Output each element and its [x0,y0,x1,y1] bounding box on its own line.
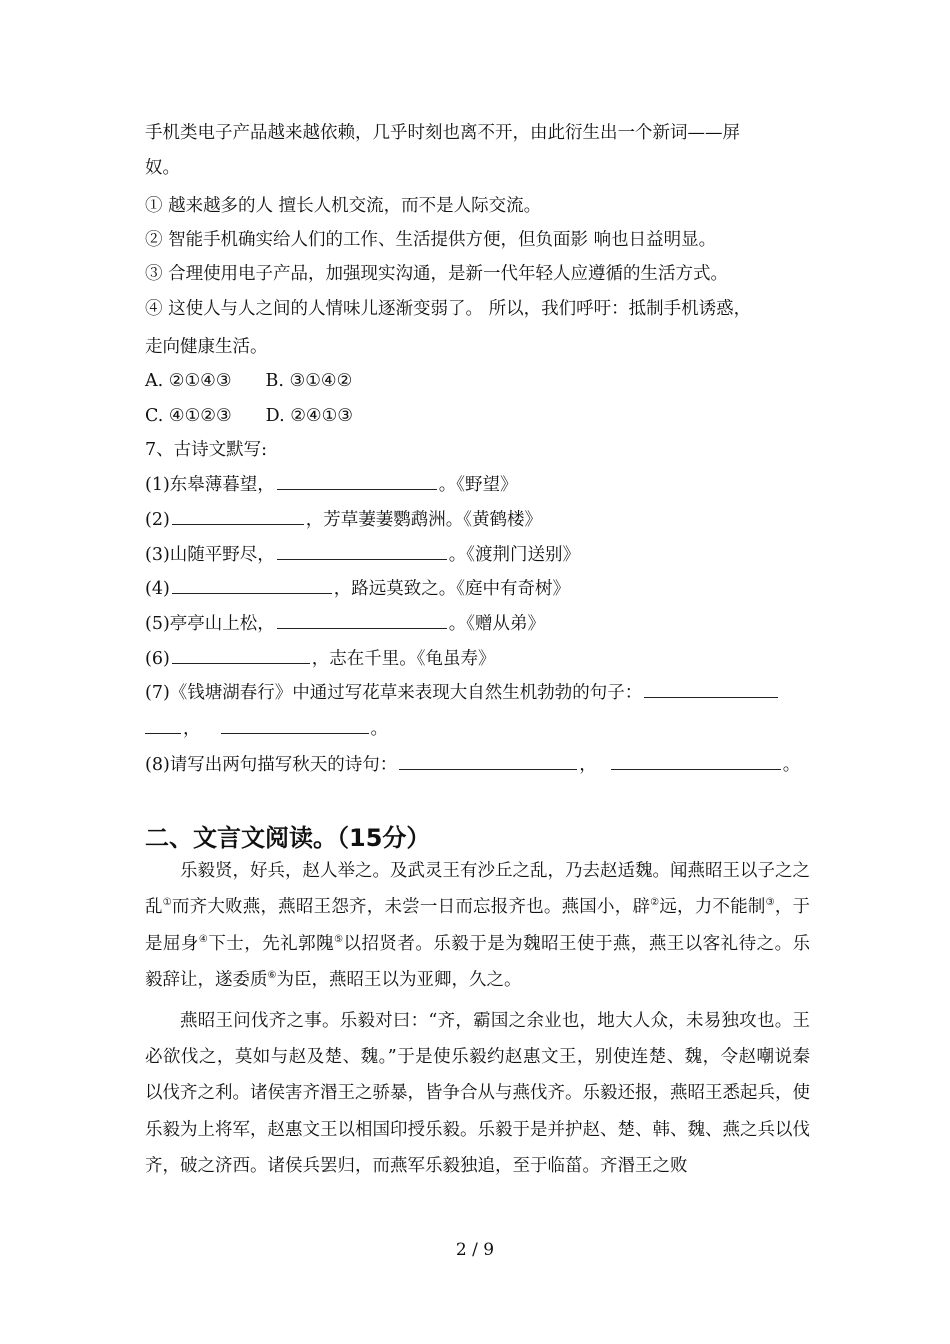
answer-blank[interactable] [277,610,447,629]
q6-sentence-1: ① 越来越多的人 擅长人机交流，而不是人际交流。 [145,196,542,216]
q6-sentence-2: ② 智能手机确实给人们的工作、生活提供方便，但负面影 响也日益明显。 [145,230,717,250]
option-c: C. ④①②③ [145,406,232,426]
q7-title: 7、古诗文默写: [145,440,268,460]
section-heading: 二、文言文阅读。（15分） [145,824,431,852]
footnote-marker: ③ [765,897,775,909]
q6-options-row1 [145,368,352,394]
answer-blank[interactable] [172,506,304,525]
paragraph-1: 乐毅贤，好兵，赵人举之。及武灵王有沙丘之乱，乃去赵适魏。闻燕昭王以子之之乱①而齐大败燕，燕昭王怨齐，未尝一日而忘报齐也。燕国小，辟②远，力不能制③，于是屈身④下士，先礼郭隗⑤以招贤者。乐毅于是为魏昭王使于燕，燕王以客礼待之。乐毅辞让，遂委质⑥为臣，燕昭王以为亚卿，久之。 [145,861,811,991]
answer-blank[interactable] [172,645,310,664]
q6-intro-line1: 手机类电子产品越来越依赖，几乎时刻也离不开，由此衍生出一个新词——屏 [145,123,740,143]
footnote-marker: ④ [198,933,209,945]
q6-intro-line2: 奴。 [145,158,180,178]
q7-item-7-line1: (7)《钱塘湖春行》中通过写花草来表现大自然生机勃勃的句子： [145,679,780,706]
option-b: B. ③①④② [265,371,353,391]
paragraph-2: 燕昭王问伐齐之事。乐毅对曰：“齐，霸国之余业也，地大人众，未易独攻也。王必欲伐之，莫如与赵及楚、魏。”于是使乐毅约赵惠文王，别使连楚、魏，令赵嘲说秦以伐齐之利。诸侯害齐湣王之骄暴，皆争合从与燕伐齐。乐毅还报，燕昭王悉起兵，使乐毅为上将军，赵惠文王以相国印授乐毅。乐毅于是并护赵、楚、韩、魏、燕之兵以伐齐，破之济西。诸侯兵罢归，而燕军乐毅独追，至于临菑。齐湣王之败 [145,1010,810,1177]
q7-item-7-line2: ， 。 [145,715,388,742]
q7-item-1: (1)东皋薄暮望， 。《野望》 [145,471,518,498]
answer-blank[interactable] [221,715,369,734]
q7-item-6: (6) ，志在千里。《龟虽寿》 [145,645,496,672]
q6-options-row2 [145,403,353,429]
answer-blank[interactable] [277,541,447,560]
q7-item-3: (3)山随平野尽， 。《渡荆门送别》 [145,541,580,568]
answer-blank[interactable] [145,715,181,734]
answer-blank[interactable] [172,575,332,594]
option-d: D. ②④①③ [265,406,353,426]
q6-sentence-4-line1: ④ 这使人与人之间的人情味儿逐渐变弱了。 所以，我们呼吁：抵制手机诱惑， [145,299,752,319]
answer-blank[interactable] [644,679,778,698]
q6-sentence-4-line2: 走向健康生活。 [145,337,268,357]
footnote-marker: ② [650,897,660,909]
footnote-marker: ⑥ [267,970,277,982]
q7-item-4: (4) ，路远莫致之。《庭中有奇树》 [145,575,570,602]
page-number: 2 / 9 [455,1240,495,1260]
option-a: A. ②①④③ [145,371,232,391]
q7-item-8: (8)请写出两句描写秋天的诗句： ， 。 [145,751,800,778]
footnote-marker: ⑤ [334,933,344,945]
answer-blank[interactable] [277,471,437,490]
answer-blank[interactable] [399,751,577,770]
q7-item-2: (2) ，芳草萋萋鹦鹉洲。《黄鹤楼》 [145,506,542,533]
answer-blank[interactable] [611,751,781,770]
footnote-marker: ① [162,897,172,909]
q6-sentence-3: ③ 合理使用电子产品，加强现实沟通，是新一代年轻人应遵循的生活方式。 [145,264,729,284]
q7-item-5: (5)亭亭山上松， 。《赠从弟》 [145,610,545,637]
classical-text [145,853,810,1185]
